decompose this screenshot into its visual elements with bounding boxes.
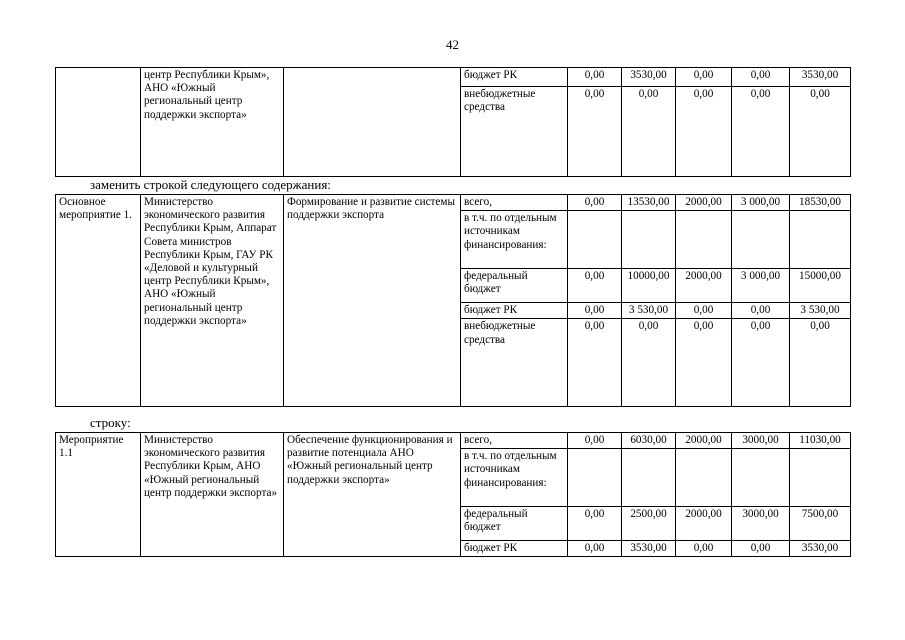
value-cell: 2500,00	[622, 507, 676, 541]
value-cell: 0,00	[568, 303, 622, 319]
value-cell: 0,00	[568, 86, 622, 177]
row-caption: строку:	[90, 415, 131, 430]
value-cell: 0,00	[790, 319, 851, 407]
value-cell	[790, 211, 851, 269]
value-cell: 15000,00	[790, 269, 851, 303]
source-label: в т.ч. по отдельным источникам финансирования:	[461, 449, 568, 507]
source-label: всего,	[461, 195, 568, 211]
value-cell: 2000,00	[676, 507, 732, 541]
value-cell: 0,00	[732, 86, 790, 177]
value-cell	[622, 211, 676, 269]
source-label: федеральный бюджет	[461, 507, 568, 541]
executor-cell: Министерство экономического развития Республики Крым, Аппарат Совета министров Республики Крым, ГАУ РК «Деловой и культурный центр Республики Крым», АНО «Южный региональный центр поддержки экспорта»	[141, 195, 284, 407]
value-cell: 3530,00	[622, 541, 676, 557]
value-cell: 2000,00	[676, 433, 732, 449]
table-row	[56, 433, 851, 449]
value-cell: 0,00	[568, 433, 622, 449]
source-label: внебюджетные средства	[461, 86, 568, 177]
value-cell: 0,00	[676, 303, 732, 319]
source-label: в т.ч. по отдельным источникам финансирования:	[461, 211, 568, 269]
measure-cell: Основное мероприятие 1.	[56, 195, 141, 407]
value-cell: 3530,00	[790, 68, 851, 87]
value-cell: 0,00	[568, 68, 622, 87]
value-cell: 7500,00	[790, 507, 851, 541]
value-cell: 3000,00	[732, 507, 790, 541]
value-cell: 0,00	[568, 195, 622, 211]
title-cell: Обеспечение функционирования и развитие потенциала АНО «Южный региональный центр поддержки экспорта»	[284, 433, 461, 557]
executor-cell: центр Республики Крым», АНО «Южный региональный центр поддержки экспорта»	[141, 68, 284, 177]
table-row	[56, 195, 851, 211]
source-label: всего,	[461, 433, 568, 449]
value-cell: 3 000,00	[732, 269, 790, 303]
value-cell: 6030,00	[622, 433, 676, 449]
value-cell: 0,00	[732, 303, 790, 319]
value-cell: 3000,00	[732, 433, 790, 449]
value-cell: 0,00	[622, 86, 676, 177]
value-cell: 0,00	[676, 319, 732, 407]
value-cell: 0,00	[568, 269, 622, 303]
table-row	[56, 68, 851, 87]
value-cell	[676, 211, 732, 269]
value-cell: 0,00	[568, 319, 622, 407]
value-cell: 0,00	[732, 541, 790, 557]
value-cell	[732, 211, 790, 269]
value-cell	[676, 449, 732, 507]
budget-table-measure-1-1	[55, 432, 851, 557]
value-cell: 0,00	[676, 541, 732, 557]
measure-cell: Мероприятие 1.1	[56, 433, 141, 557]
value-cell: 0,00	[732, 319, 790, 407]
replace-caption: заменить строкой следующего содержания:	[90, 177, 331, 192]
source-label: внебюджетные средства	[461, 319, 568, 407]
source-label: бюджет РК	[461, 303, 568, 319]
executor-cell: Министерство экономического развития Республики Крым, АНО «Южный региональный центр поддержки экспорта»	[141, 433, 284, 557]
value-cell: 3530,00	[790, 541, 851, 557]
value-cell: 10000,00	[622, 269, 676, 303]
value-cell: 0,00	[732, 68, 790, 87]
source-label: бюджет РК	[461, 68, 568, 87]
title-cell	[284, 68, 461, 177]
value-cell	[732, 449, 790, 507]
value-cell: 2000,00	[676, 195, 732, 211]
value-cell: 0,00	[622, 319, 676, 407]
page-number: 42	[446, 37, 459, 52]
value-cell	[568, 449, 622, 507]
title-cell: Формирование и развитие системы поддержки экспорта	[284, 195, 461, 407]
budget-table-continuation	[55, 67, 851, 177]
value-cell: 3530,00	[622, 68, 676, 87]
value-cell: 0,00	[676, 68, 732, 87]
value-cell: 3 530,00	[622, 303, 676, 319]
source-label: бюджет РК	[461, 541, 568, 557]
value-cell: 0,00	[568, 507, 622, 541]
value-cell: 3 530,00	[790, 303, 851, 319]
value-cell: 0,00	[676, 86, 732, 177]
budget-table-replacement	[55, 194, 851, 407]
measure-cell	[56, 68, 141, 177]
value-cell	[790, 449, 851, 507]
value-cell: 11030,00	[790, 433, 851, 449]
value-cell: 2000,00	[676, 269, 732, 303]
value-cell: 3 000,00	[732, 195, 790, 211]
value-cell	[622, 449, 676, 507]
value-cell: 13530,00	[622, 195, 676, 211]
value-cell: 18530,00	[790, 195, 851, 211]
source-label: федеральный бюджет	[461, 269, 568, 303]
value-cell: 0,00	[568, 541, 622, 557]
value-cell	[568, 211, 622, 269]
value-cell: 0,00	[790, 86, 851, 177]
